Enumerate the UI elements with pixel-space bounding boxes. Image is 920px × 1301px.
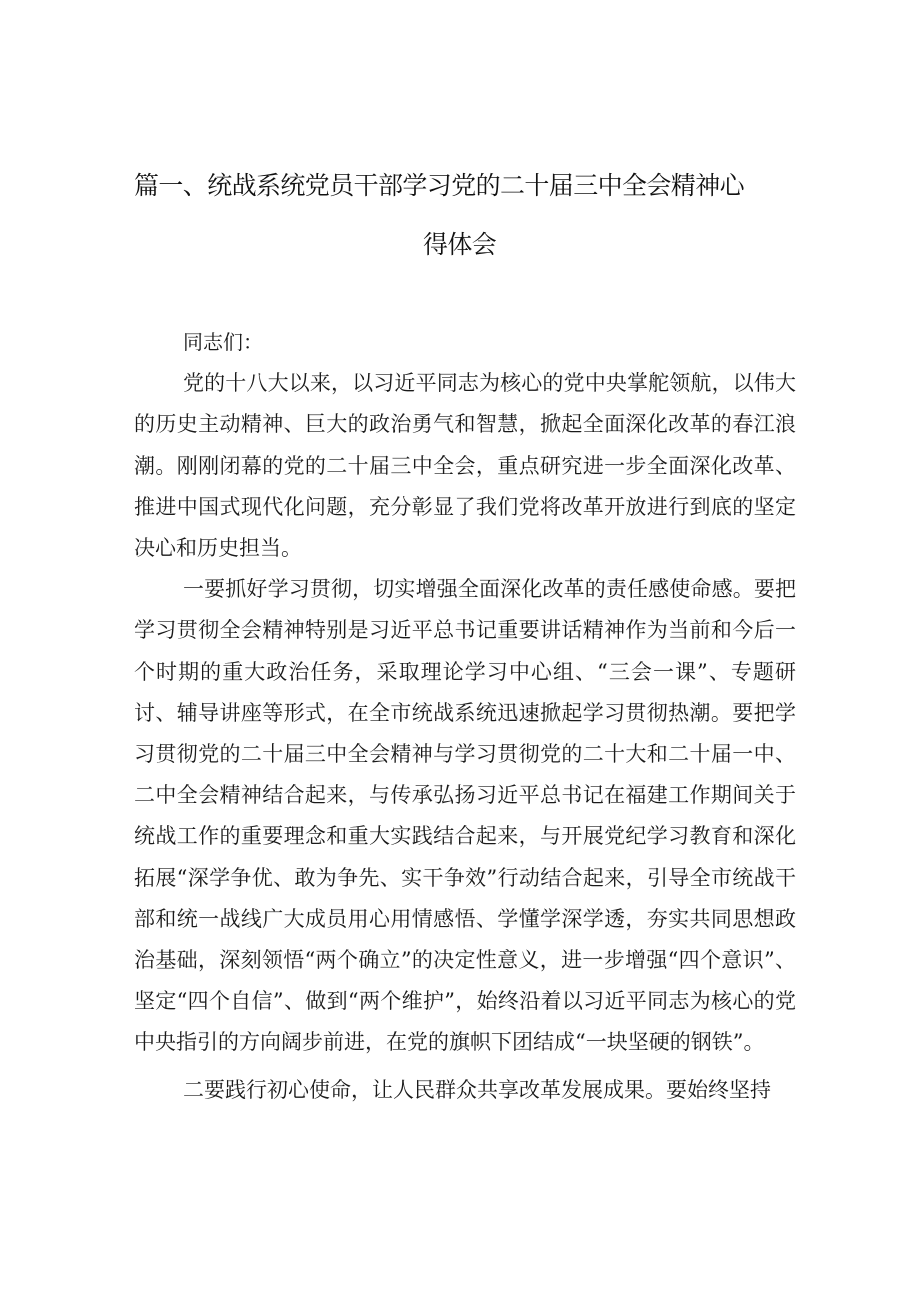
paragraph-point-one: 一要抓好学习贯彻，切实增强全面深化改革的责任感使命感。要把学习贯彻全会精神特别是习近平总书记重要讲话精神作为当前和今后一个时期的重大政治任务，采取理论学习中心组、“三会一课”、专题研讨、辅导讲座等形式，在全市统战系统迅速掀起学习贯彻热潮。要把学习贯彻党的二十届三中全会精神与学习贯彻党的二十大和二十届一中、二中全会精神结合起来，与传承弘扬习近平总书记在福建工作期间关于统战工作的重要理念和重大实践结合起来，与开展党纪学习教育和深化拓展“深学争优、敢为争先、实干争效”行动结合起来，引导全市统战干部和统一战线广大成员用心用情感悟、学懂学深学透，夯实共同思想政治基础，深刻领悟“两个确立”的决定性意义，进一步增强“四个意识”、坚定“四个自信”、做到“两个维护”，始终沿着以习近平同志为核心的党中央指引的方向阔步前进，在党的旗帜下团结成“一块坚硬的钢铁”。 xyxy=(134,577,796,1055)
document-title-line-2: 得体会 xyxy=(423,230,497,259)
document-body xyxy=(134,322,796,1111)
greeting: 同志们： xyxy=(183,330,263,354)
paragraph-intro: 党的十八大以来，以习近平同志为核心的党中央掌舵领航，以伟大的历史主动精神、巨大的政治勇气和智慧，掀起全面深化改革的春江浪潮。刚刚闭幕的党的二十届三中全会，重点研究进一步全面深化改革、推进中国式现代化问题，充分彰显了我们党将改革开放进行到底的坚定决心和历史担当。 xyxy=(134,371,796,561)
paragraph-point-two: 二要践行初心使命，让人民群众共享改革发展成果。要始终坚持 xyxy=(183,1077,771,1102)
document-title-line-1: 篇一、统战系统党员干部学习党的二十届三中全会精神心 xyxy=(134,171,745,200)
